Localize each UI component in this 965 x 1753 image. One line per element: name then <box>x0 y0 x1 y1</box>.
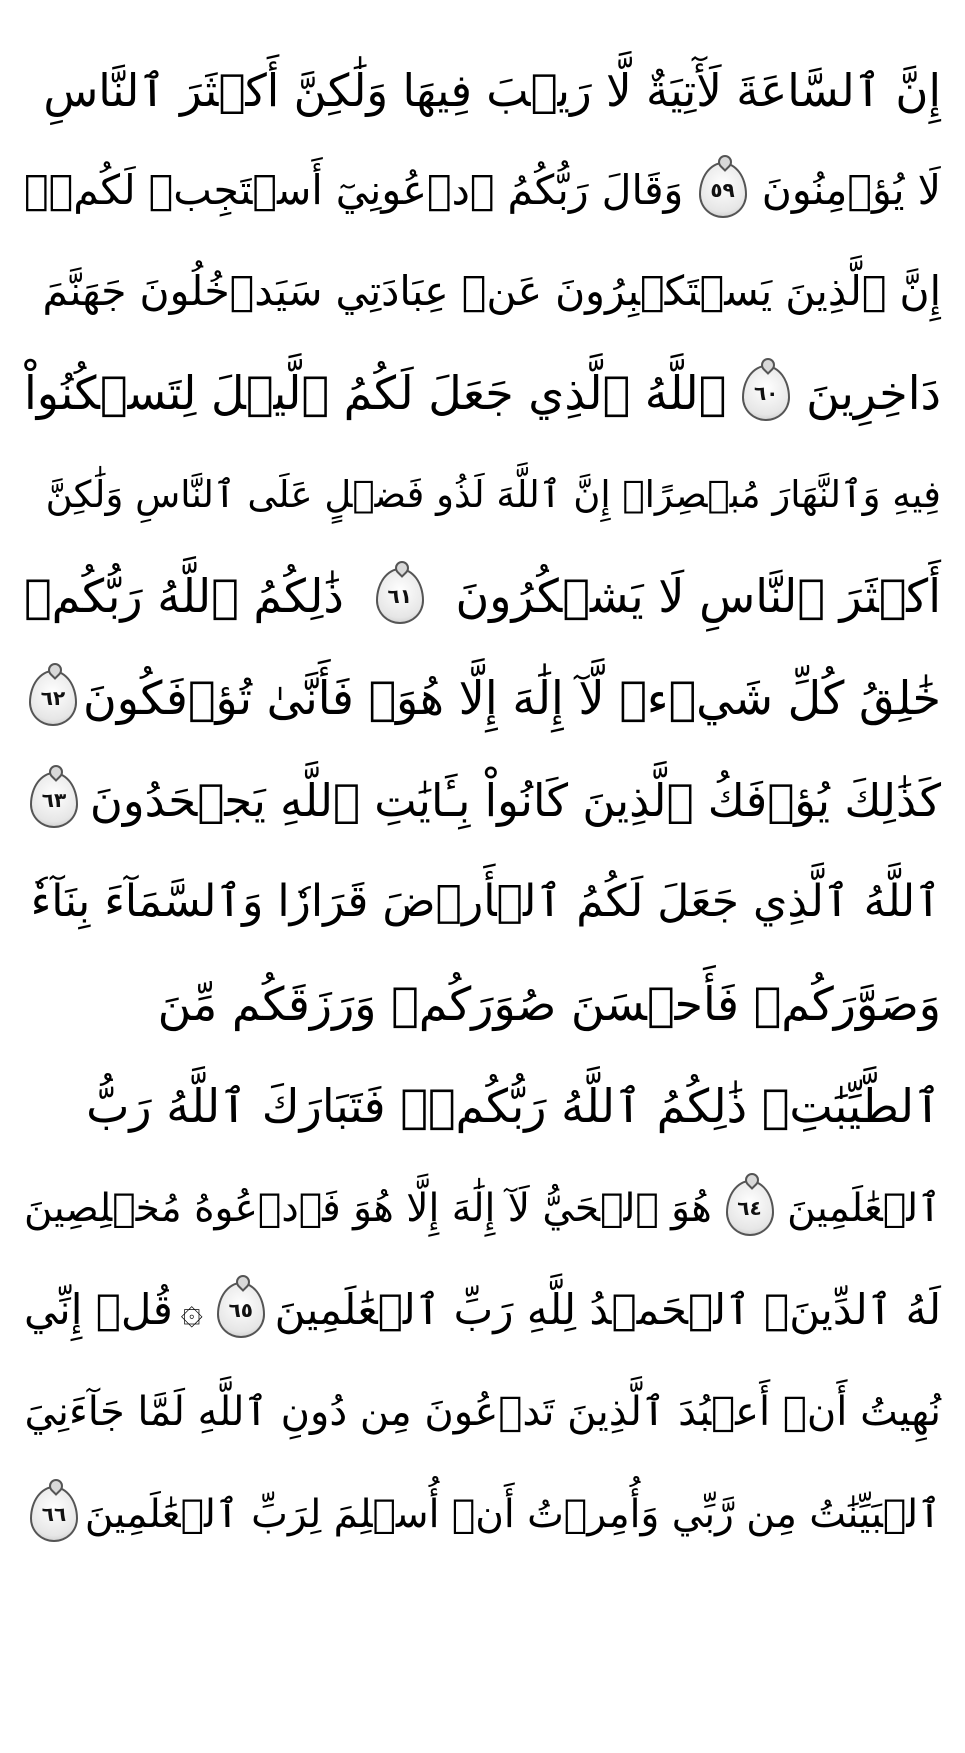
verse-text: ٱلۡبَيِّنَٰتُ مِن رَّبِّي وَأُمِرۡتُ أَنۡ أُسۡلِمَ لِرَبِّ ٱلۡعَٰلَمِينَ <box>84 1491 941 1537</box>
verse-text: إِنَّ ٱلسَّاعَةَ لَأٓتِيَةٌ لَّا رَيۡبَ فِيهَا وَلَٰكِنَّ أَكۡثَرَ ٱلنَّاسِ <box>43 63 941 117</box>
text-line-10 <box>24 954 941 1054</box>
text-line-13 <box>24 1260 941 1360</box>
text-line-2 <box>24 140 941 240</box>
text-line-7 <box>24 648 941 748</box>
text-line-9 <box>24 852 941 952</box>
verse-text: نُهِيتُ أَنۡ أَعۡبُدَ ٱلَّذِينَ تَدۡعُونَ مِن دُونِ ٱللَّهِ لَمَّا جَآءَنِيَ <box>24 1389 941 1435</box>
verse-text: هُوَ ٱلۡحَيُّ لَآ إِلَٰهَ إِلَّا هُوَ فَٱدۡعُوهُ مُخۡلِصِينَ <box>24 1185 712 1231</box>
ayah-number-marker: ٦٦ <box>30 1486 78 1542</box>
ayah-number-marker: ٦٣ <box>30 772 78 828</box>
text-line-14 <box>24 1362 941 1462</box>
verse-text: ٱللَّهُ ٱلَّذِي جَعَلَ لَكُمُ ٱلۡأَرۡضَ قَرَارٗا وَٱلسَّمَآءَ بِنَآءٗ <box>30 876 941 927</box>
verse-text: لَا يُؤۡمِنُونَ <box>761 165 941 214</box>
text-line-8 <box>24 750 941 850</box>
text-line-5 <box>24 444 941 544</box>
verse-text: كَذَٰلِكَ يُؤۡفَكُ ٱلَّذِينَ كَانُواْ بِـَٔايَٰتِ ٱللَّهِ يَجۡحَدُونَ <box>89 773 941 827</box>
verse-text: أَكۡثَرَ ٱلنَّاسِ لَا يَشۡكُرُونَ <box>455 569 941 623</box>
verse-text: ٱلطَّيِّبَٰتِۚ ذَٰلِكُمُ ٱللَّهُ رَبُّكُمۡۖ فَتَبَارَكَ ٱللَّهُ رَبُّ <box>86 1079 941 1133</box>
hizb-marker-icon: ۞ <box>180 1288 203 1332</box>
verse-text: ذَٰلِكُمُ ٱللَّهُ رَبُّكُمۡ <box>24 569 344 623</box>
verse-text: قُلۡ إِنِّي <box>24 1285 173 1334</box>
ayah-number-marker: ٥٩ <box>699 162 747 218</box>
ayah-number-marker: ٦٢ <box>29 670 77 726</box>
verse-text: دَاخِرِينَ <box>806 366 941 420</box>
verse-text: وَقَالَ رَبُّكُمُ ٱدۡعُونِيٓ أَسۡتَجِبۡ لَكُمۡۚ <box>24 165 684 214</box>
text-line-4 <box>24 343 941 443</box>
verse-text: وَصَوَّرَكُمۡ فَأَحۡسَنَ صُوَرَكُمۡ وَرَزَقَكُم مِّنَ <box>157 977 941 1031</box>
text-line-12 <box>24 1158 941 1258</box>
text-line-1 <box>24 40 941 140</box>
text-line-11 <box>24 1056 941 1156</box>
text-line-6 <box>24 546 941 646</box>
text-line-15 <box>24 1464 941 1564</box>
ayah-number-marker: ٦٠ <box>742 365 790 421</box>
ayah-number-marker: ٦٥ <box>217 1282 265 1338</box>
verse-text: لَهُ ٱلدِّينَۗ ٱلۡحَمۡدُ لِلَّهِ رَبِّ ٱلۡعَٰلَمِينَ <box>274 1285 941 1334</box>
verse-text: فِيهِ وَٱلنَّهَارَ مُبۡصِرًاۚ إِنَّ ٱللَّهَ لَذُو فَضۡلٍ عَلَى ٱلنَّاسِ وَلَٰكِنَّ <box>45 472 941 516</box>
ayah-number-marker: ٦٤ <box>726 1180 774 1236</box>
verse-text: إِنَّ ٱلَّذِينَ يَسۡتَكۡبِرُونَ عَنۡ عِبَادَتِي سَيَدۡخُلُونَ جَهَنَّمَ <box>42 266 941 315</box>
ayah-number-marker: ٦١ <box>376 568 424 624</box>
verse-text: خَٰلِقُ كُلِّ شَيۡءٖ لَّآ إِلَٰهَ إِلَّا هُوَۖ فَأَنَّىٰ تُؤۡفَكُونَ <box>82 671 941 725</box>
verse-text: ٱلۡعَٰلَمِينَ <box>787 1185 941 1231</box>
text-line-3 <box>24 241 941 341</box>
verse-text: ٱللَّهُ ٱلَّذِي جَعَلَ لَكُمُ ٱلَّيۡلَ لِتَسۡكُنُواْ <box>24 366 727 420</box>
